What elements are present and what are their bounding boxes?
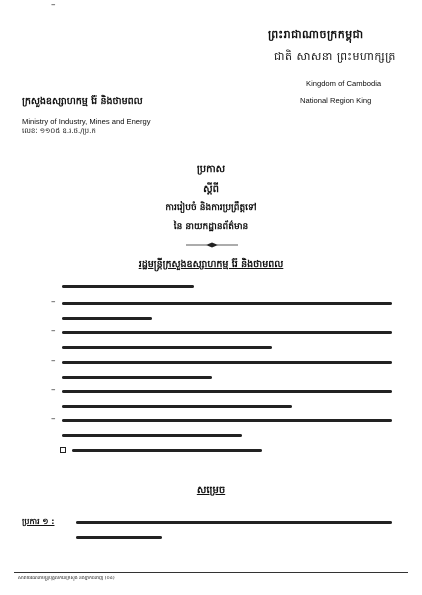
- motto-english: National Region King: [300, 96, 372, 105]
- list-item-line: [62, 361, 392, 364]
- ornament-divider: [186, 242, 238, 248]
- list-item-line: [62, 317, 152, 320]
- list-item-line: [62, 434, 242, 437]
- ministry-name-english: Ministry of Industry, Mines and Energy: [22, 117, 151, 126]
- list-item-line: [62, 390, 392, 393]
- ministry-name-khmer: ក្រសួងឧស្សាហកម្ម រ៉ែ និងថាមពល: [22, 96, 143, 107]
- list-bullet: –: [51, 326, 56, 336]
- motto-khmer: ជាតិ សាសនា ព្រះមហាក្សត្រ: [274, 50, 396, 63]
- article-1-line: [76, 521, 392, 524]
- footer-note: សារាចរណែនាំមន្ត្រីបុគ្គលិកនៃក្រសួង និងថ្នាក់ជំនាញ (០៤): [18, 576, 115, 581]
- footer-rule: [14, 572, 408, 573]
- list-item-line: [62, 376, 212, 379]
- list-item-line: [62, 285, 194, 288]
- list-item-line: [62, 331, 392, 334]
- list-item-line: [62, 346, 272, 349]
- list-item-line: [62, 405, 292, 408]
- title-department: នៃ នាយកដ្ឋានព័ត៌មាន: [173, 222, 249, 232]
- kingdom-khmer: ព្រះរាជាណាចក្រកម្ពុជា: [268, 28, 364, 41]
- decision-heading: សម្រេច: [196, 485, 226, 496]
- list-item-line: [72, 449, 262, 452]
- minister-heading: រដ្ឋមន្ត្រីក្រសួងឧស្សាហកម្ម រ៉ែ និងថាមពល: [138, 259, 284, 270]
- article-1-line: [76, 536, 162, 539]
- article-1-label: ប្រការ ១ :: [22, 517, 55, 526]
- list-item-line: [62, 302, 392, 305]
- reference-number: លេខៈ ១១០៥ ឧ.រ.ថ./ប្រ.ក: [22, 127, 96, 135]
- kingdom-english: Kingdom of Cambodia: [306, 79, 382, 88]
- list-bullet: –: [51, 385, 56, 395]
- list-bullet: –: [51, 414, 56, 424]
- list-item-line: [62, 419, 392, 422]
- list-bullet: –: [51, 0, 56, 10]
- list-sub-bullet: [60, 447, 66, 453]
- title-prakas: ប្រកាស: [196, 164, 226, 175]
- title-stipi: ស្តីពី: [203, 184, 219, 195]
- list-bullet: –: [51, 297, 56, 307]
- title-organization: ការរៀបចំ និងការប្រព្រឹត្តទៅ: [165, 203, 257, 213]
- list-bullet: –: [51, 356, 56, 366]
